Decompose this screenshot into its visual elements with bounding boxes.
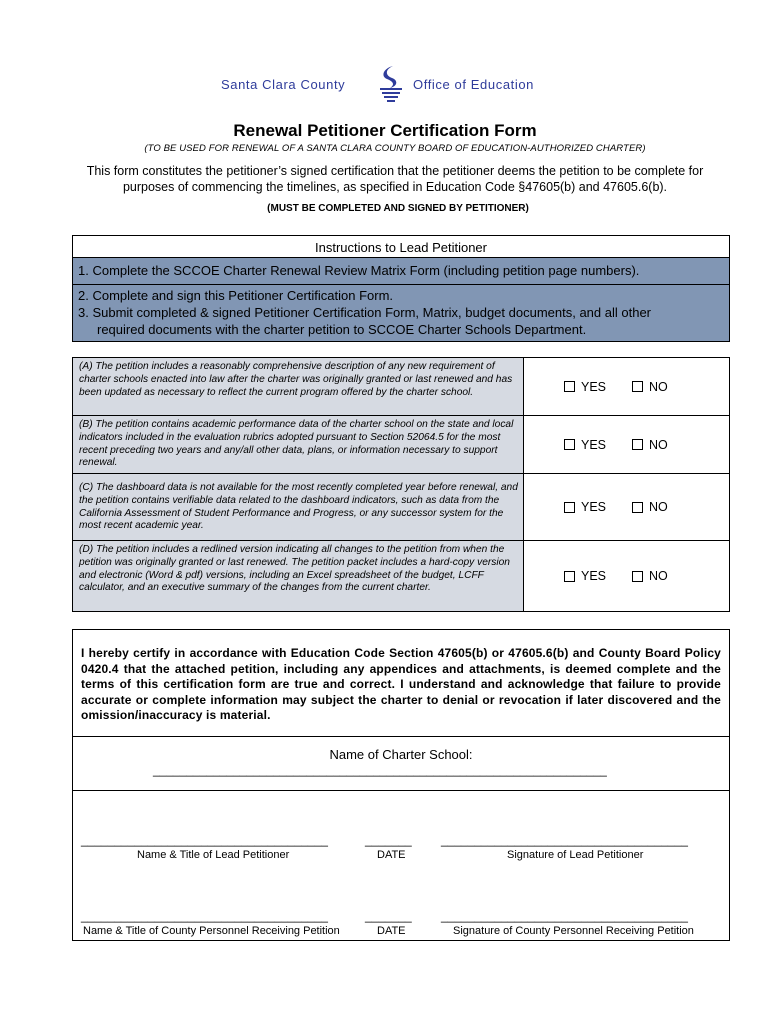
- flame-logo-icon: [374, 64, 408, 104]
- yes-option[interactable]: YES: [564, 380, 606, 394]
- lead-name-field[interactable]: _____________________________________: [81, 833, 328, 847]
- county-name-label: Name & Title of County Personnel Receiving Petition: [83, 925, 340, 937]
- no-option[interactable]: NO: [632, 380, 668, 394]
- checkbox-icon[interactable]: [564, 502, 575, 513]
- county-date-label: DATE: [377, 925, 406, 937]
- yes-option[interactable]: YES: [564, 569, 606, 583]
- checkbox-icon[interactable]: [564, 571, 575, 582]
- criteria-options: [524, 416, 729, 473]
- criteria-options: [524, 474, 729, 540]
- instructions-box: [72, 235, 730, 342]
- criteria-text: (D) The petition includes a redlined version indicating all changes to the petition from when the petition was originally granted or last renewed. The petition packet includes a hard-copy version and electronic (Word & pdf) versions, including an Excel spreadsheet of the budget, LCFF calculator, and an executive summary of the changes from the current charter.: [73, 541, 524, 611]
- lead-date-field[interactable]: _______: [365, 833, 412, 847]
- checkbox-icon[interactable]: [632, 502, 643, 513]
- county-signature-label: Signature of County Personnel Receiving Petition: [453, 925, 694, 937]
- county-name-field[interactable]: _____________________________________: [81, 909, 328, 923]
- no-option[interactable]: NO: [632, 569, 668, 583]
- no-option[interactable]: NO: [632, 500, 668, 514]
- org-name-left: Santa Clara County: [221, 77, 346, 92]
- checkbox-icon[interactable]: [632, 381, 643, 392]
- charter-school-field[interactable]: ____________________________________________________________________: [153, 763, 607, 777]
- criteria-text: (A) The petition includes a reasonably comprehensive description of any new requirement of charter schools enacted into law after the charter was originally granted or last renewed and has been updated as necessary to reflect the current program offered by the charter school.: [73, 358, 524, 415]
- criteria-text: (C) The dashboard data is not available for the most recently completed year before renewal, and the petition contains verifiable data related to the dashboard indicators, such as data from the California Assessment of Student Performance and Progress, or any successor system for the most recent academic year.: [73, 474, 524, 540]
- yes-option[interactable]: YES: [564, 438, 606, 452]
- page-title: Renewal Petitioner Certification Form: [233, 121, 537, 140]
- org-name-right: Office of Education: [413, 77, 535, 92]
- must-complete-note: (MUST BE COMPLETED AND SIGNED BY PETITIONER): [267, 203, 529, 214]
- criteria-options: [524, 358, 729, 415]
- charter-school-label: Name of Charter School:: [329, 747, 473, 762]
- instructions-heading: Instructions to Lead Petitioner: [73, 236, 729, 258]
- lead-name-label: Name & Title of Lead Petitioner: [137, 849, 290, 861]
- county-date-field[interactable]: _______: [365, 909, 412, 923]
- instruction-steps-2-3: [73, 285, 729, 341]
- certification-box: [72, 629, 730, 941]
- criteria-options: [524, 541, 729, 611]
- criteria-row-c: [73, 474, 729, 541]
- page-subtitle: (TO BE USED FOR RENEWAL OF A SANTA CLARA COUNTY BOARD OF EDUCATION-AUTHORIZED CHARTER): [144, 143, 646, 154]
- checkbox-icon[interactable]: [632, 571, 643, 582]
- instruction-step-2: 2. Complete and sign this Petitioner Certification Form.: [78, 288, 394, 303]
- instruction-step-3-line2: required documents with the charter petition to SCCOE Charter Schools Department.: [97, 322, 587, 337]
- lead-date-label: DATE: [377, 849, 406, 861]
- checkbox-icon[interactable]: [564, 381, 575, 392]
- checkbox-icon[interactable]: [632, 439, 643, 450]
- instruction-step-1: 1. Complete the SCCOE Charter Renewal Review Matrix Form (including petition page numbers).: [73, 258, 729, 285]
- lead-signature-label: Signature of Lead Petitioner: [507, 849, 644, 861]
- yes-option[interactable]: YES: [564, 500, 606, 514]
- instruction-step-3-line1: 3. Submit completed & signed Petitioner Certification Form, Matrix, budget documents, and all other: [78, 305, 652, 320]
- county-signature-field[interactable]: _____________________________________: [441, 909, 688, 923]
- checkbox-icon[interactable]: [564, 439, 575, 450]
- criteria-row-d: [73, 541, 729, 611]
- certification-statement: I hereby certify in accordance with Education Code Section 47605(b) or 47605.6(b) and County Board Policy 0420.4 that the attached petition, including any appendices and attachments, is deemed complete and the terms of this certification form are true and correct. I understand and acknowledge that failure to provide accurate or complete information may subject the charter to denial or revocation if later discovered and the omission/inaccuracy is material.: [81, 646, 721, 722]
- intro-text: This form constitutes the petitioner’s signed certification that the petitioner deems the petition to be complete for purposes of commencing the timelines, as specified in Education Code §47605(b) and 47605.6(b).: [86, 164, 704, 194]
- divider: [73, 790, 729, 791]
- no-option[interactable]: NO: [632, 438, 668, 452]
- header-logo: [0, 64, 770, 104]
- criteria-row-b: [73, 416, 729, 474]
- criteria-table: [72, 357, 730, 612]
- divider: [73, 736, 729, 737]
- criteria-row-a: [73, 358, 729, 416]
- criteria-text: (B) The petition contains academic performance data of the charter school on the state and local indicators included in the evaluation rubrics adopted pursuant to Section 52064.5 for the most recent preceding two years and any/all other data, plans, or information necessary to support renewal.: [73, 416, 524, 473]
- lead-signature-field[interactable]: _____________________________________: [441, 833, 688, 847]
